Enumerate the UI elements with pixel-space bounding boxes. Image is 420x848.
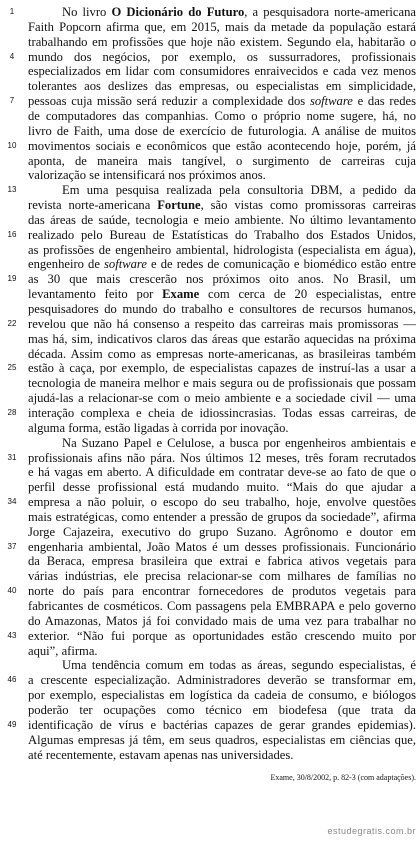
text-line: estão à caça, por exemplo, de especialistas capazes de instruí-las a usar a <box>28 361 416 375</box>
text-line: revelou que não há consenso a respeito das carreiras mais promissoras — <box>28 317 416 331</box>
text-line: mas há, sim, indicativos claros das áreas que estarão aquecidas na próxima <box>28 332 416 346</box>
text-line: várias indústrias, ele precisa relacionar-se com milhares de famílias no <box>28 569 416 583</box>
text-line: do Amazonas, Matos já foi convidado mais de uma vez para trabalhar no <box>28 614 416 628</box>
text-line: perfil desse profissional está mudando muito. “Mais do que ajudar a <box>28 480 416 494</box>
text-line: exterior. “Não fui porque as oportunidades estão crescendo muito por <box>28 629 416 643</box>
line-number: 19 <box>7 274 17 283</box>
text-line: trabalhando em profissões que hoje não existem. Segundo ela, habitarão o <box>28 35 416 49</box>
text-line: movimentos sociais e econômicos que estão acontecendo hoje, porém, já <box>28 139 416 153</box>
line-number: 7 <box>9 96 15 105</box>
text-line: tolerantes aos deslizes das empresas, ou especialistas em simplicidade, <box>28 79 416 93</box>
text-line: aqui”, afirma. <box>28 644 98 658</box>
line-number: 46 <box>7 675 17 684</box>
text-line: por exemplo, especialistas em logística da cadeia de consumo, e biólogos <box>28 688 416 702</box>
text-line: identificação de vírus e bactérias capazes de gerar grandes epidemias). <box>28 718 416 732</box>
source-citation: Exame, 30/8/2002, p. 82-3 (com adaptações). <box>270 773 416 782</box>
text-line: Em uma pesquisa realizada pela consultoria DBM, a pedido da <box>62 183 416 197</box>
text-line: década. Assim como as empresas norte-americanas, as brasileiras também <box>28 347 416 361</box>
line-number: 37 <box>7 542 17 551</box>
text-line: Algumas empresas já têm, em seus quadros, especialistas em ciências que, <box>28 733 416 747</box>
text-line: Faith Popcorn afirma que, em 2015, mais da metade da população estará <box>28 20 416 34</box>
text-line: pessoas cuja missão será reduzir a complexidade dos software e das redes <box>28 94 416 108</box>
text-line: mundo dos negócios, por exemplo, os sussurradores, profissionais <box>28 50 416 64</box>
text-line: de computadores das companhias. Como o próprio nome sugere, há, no <box>28 109 416 123</box>
watermark-text: estudegratis.com.br <box>327 826 416 836</box>
text-line: a crescente especialização. Administradores deverão se transformar em, <box>28 673 416 687</box>
text-line: realizado pelo Bureau de Estatísticas do Trabalho dos Estados Unidos, <box>28 228 416 242</box>
line-number: 49 <box>7 720 17 729</box>
text-line: aponta, de maneira mais tangível, o surgimento de carreiras cuja <box>28 154 416 168</box>
text-line: alguma forma, estão ligadas à corrida por inovação. <box>28 421 289 435</box>
line-number: 34 <box>7 497 17 506</box>
text-line: livro de Faith, uma dose de exercício de futurologia. A análise de muitos <box>28 124 416 138</box>
text-line: norte do país para encontrar fornecedores de produtos vegetais para <box>28 584 416 598</box>
text-line: poderão ter ocupações como técnico em biodefesa (que trata da <box>28 703 416 717</box>
text-line: valorização se intensificará nos próximos anos. <box>28 168 266 182</box>
line-number: 10 <box>7 141 17 150</box>
line-number: 43 <box>7 631 17 640</box>
text-line: fabricantes de cosméticos. Com passagens pela EMBRAPA e pelo governo <box>28 599 416 613</box>
text-line: No livro O Dicionário do Futuro, a pesquisadora norte-americana <box>62 5 416 19</box>
text-line: especializados em lidar com consumidores enraivecidos e cada vez menos <box>28 64 416 78</box>
line-number: 13 <box>7 185 17 194</box>
text-line: as 30 que mais crescerão nos próximos oito anos. No Brasil, um <box>28 272 416 286</box>
text-line: Na Suzano Papel e Celulose, a busca por engenheiros ambientais e <box>62 436 416 450</box>
text-line: da Beraca, empresa brasileira que extrai e fabrica ativos vegetais para <box>28 554 416 568</box>
line-number: 28 <box>7 408 17 417</box>
text-line: empresa a não poluir, o escopo do seu trabalho, hoje, envolve questões <box>28 495 416 509</box>
line-number: 22 <box>7 319 17 328</box>
line-number: 40 <box>7 586 17 595</box>
text-line: mais estratégicas, como entender a pressão de grupos da sociedade”, afirma <box>28 510 416 524</box>
line-number: 1 <box>9 7 15 16</box>
text-line: as profissões de engenheiro ambiental, hidrologista (especialista em água), <box>28 243 416 257</box>
text-line: engenharia ambiental, João Matos é um desses profissionais. Funcionário <box>28 540 416 554</box>
text-line: tecnologia de maneira melhor e mais segura ou de profissionais que possam <box>28 376 416 390</box>
text-line: levantamento feito por Exame com cerca de 20 especialistas, entre <box>28 287 416 301</box>
text-line: Uma tendência comum em todas as áreas, segundo especialistas, é <box>62 658 416 672</box>
text-line: pesquisadores do mundo do trabalho e consultores de recursos humanos, <box>28 302 416 316</box>
text-line: até recentemente, estavam apenas nas universidades. <box>28 748 294 762</box>
line-number: 16 <box>7 230 17 239</box>
text-line: ajudá-las a relacionar-se com o meio ambiente e a sociedade civil — uma <box>28 391 416 405</box>
text-line: e há vagas em aberto. A dificuldade em contratar deve-se ao fato de que o <box>28 465 416 479</box>
text-line: revista norte-americana Fortune, são vistas como promissoras carreiras <box>28 198 416 212</box>
text-line: engenheiro de software e de redes de comunicação e biomédico estão entre <box>28 257 416 271</box>
line-number: 31 <box>7 453 17 462</box>
line-number: 25 <box>7 363 17 372</box>
text-line: Jorge Cajazeira, executivo do grupo Suzano. Agrônomo e doutor em <box>28 525 416 539</box>
text-line: das áreas de saúde, tecnologia e meio ambiente. No último levantamento <box>28 213 416 227</box>
text-line: interação complexa e cheia de idiossincrasias. Todas essas carreiras, de <box>28 406 416 420</box>
line-number: 4 <box>9 52 15 61</box>
text-line: profissionais afins não pára. Nos últimos 12 meses, três foram recrutados <box>28 451 416 465</box>
